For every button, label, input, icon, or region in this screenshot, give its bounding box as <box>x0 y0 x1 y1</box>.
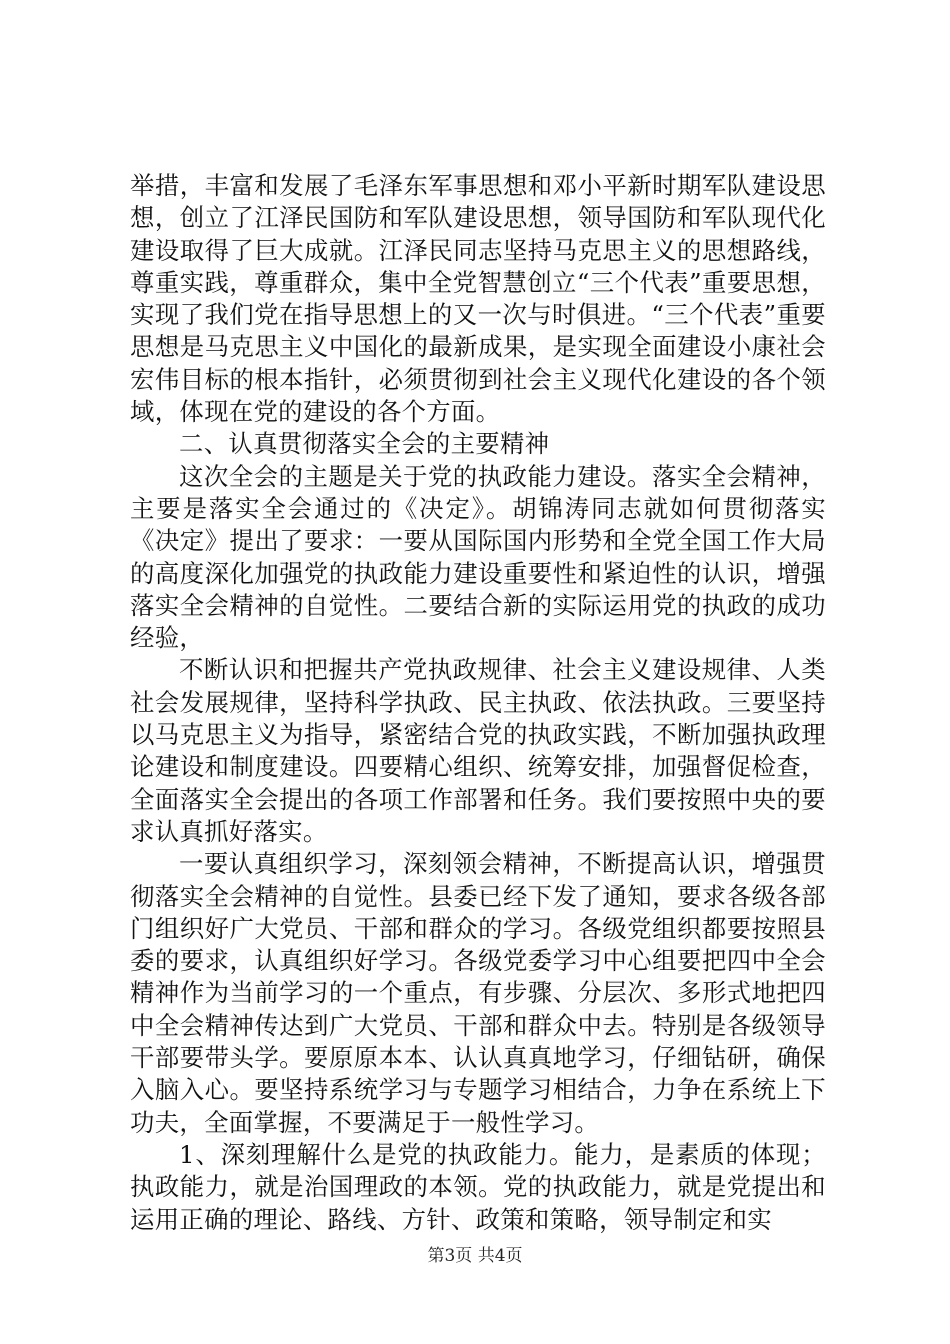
paragraph-theme: 这次全会的主题是关于党的执政能力建设。落实全会精神，主要是落实全会通过的《决定》。胡锦涛同志就如何贯彻落实《决定》提出了要求：一要从国际国内形势和全党全国工作大局的高度深化加强党的执政能力建设重要性和紧迫性的认识，增强落实全会精神的自觉性。二要结合新的实际运用党的执政的成功经验， <box>130 461 826 653</box>
paragraph-governing-ability: 1、深刻理解什么是党的执政能力。能力，是素质的体现；执政能力，就是治国理政的本领。党的执政能力，就是党提出和运用正确的理论、路线、方针、政策和策略，领导制定和实 <box>130 1139 826 1234</box>
page-footer: 第3页 共4页 <box>427 1246 523 1266</box>
section-heading: 二、认真贯彻落实全会的主要精神 <box>179 429 550 459</box>
paragraph-continuation: 举措，丰富和发展了毛泽东军事思想和邓小平新时期军队建设思想，创立了江泽民国防和军队建设思想，领导国防和军队现代化建设取得了巨大成就。江泽民同志坚持马克思主义的思想路线，尊重实践，尊重群众，集中全党智慧创立“三个代表”重要思想，实现了我们党在指导思想上的又一次与时俱进。“三个代表”重要思想是马克思主义中国化的最新成果，是实现全面建设小康社会宏伟目标的根本指针，必须贯彻到社会主义现代化建设的各个领域，体现在党的建设的各个方面。 <box>130 171 826 427</box>
paragraph-study: 一要认真组织学习，深刻领会精神，不断提高认识，增强贯彻落实全会精神的自觉性。县委已经下发了通知，要求各级各部门组织好广大党员、干部和群众的学习。各级党组织都要按照县委的要求，认真组织好学习。各级党委学习中心组要把四中全会精神作为当前学习的一个重点，有步骤、分层次、多形式地把四中全会精神传达到广大党员、干部和群众中去。特别是各级领导干部要带头学。要原原本本、认认真真地学习，仔细钻研，确保入脑入心。要坚持系统学习与专题学习相结合，力争在系统上下功夫，全面掌握，不要满足于一般性学习。 <box>130 849 826 1137</box>
paragraph-requirements: 不断认识和把握共产党执政规律、社会主义建设规律、人类社会发展规律，坚持科学执政、民主执政、依法执政。三要坚持以马克思主义为指导，紧密结合党的执政实践，不断加强执政理论建设和制度建设。四要精心组织、统筹安排，加强督促检查，全面落实全会提出的各项工作部署和任务。我们要按照中央的要求认真抓好落实。 <box>130 655 826 846</box>
document-body <box>130 170 826 1236</box>
